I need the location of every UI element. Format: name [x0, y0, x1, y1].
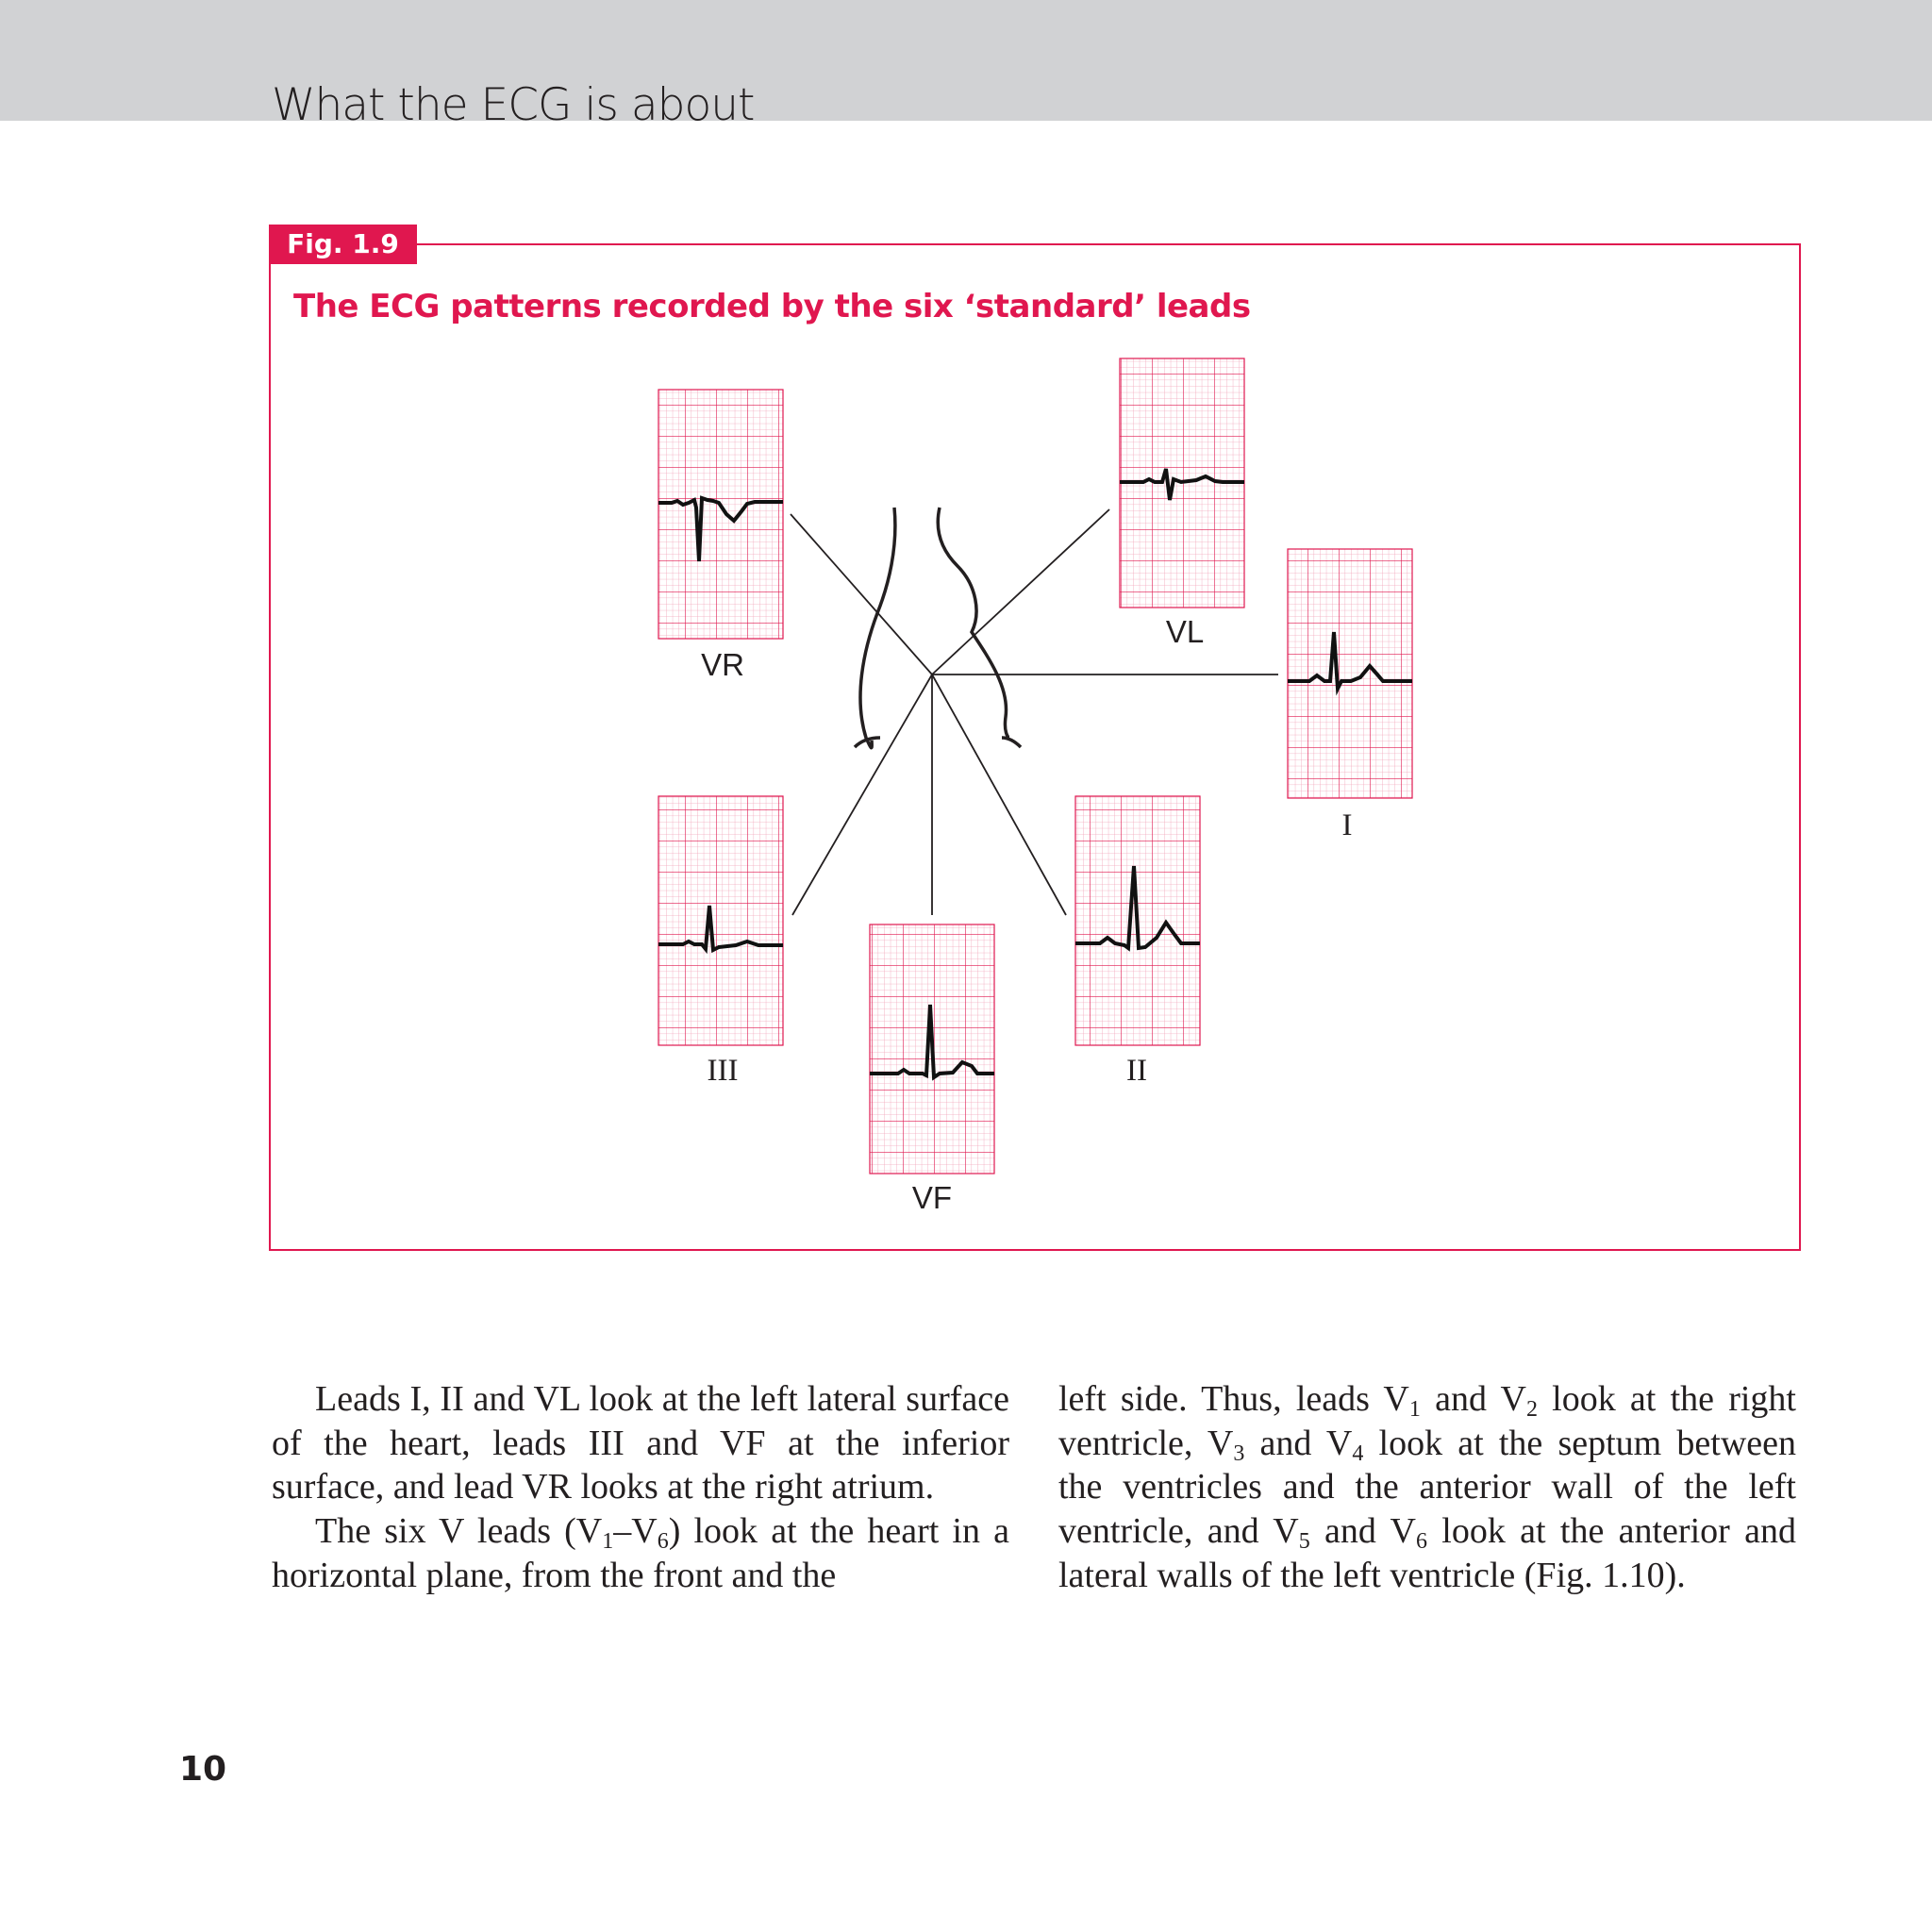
body-column-right: [1058, 1377, 1796, 1598]
lead-label-i: I: [1341, 808, 1353, 842]
subscript: 5: [1298, 1529, 1310, 1555]
lead-label-iii: III: [707, 1054, 739, 1088]
body-paragraph-1: Leads I, II and VL look at the left lateral surface of the heart, leads III and VF at the inferior surface, and lead VR looks at the right atrium.: [272, 1379, 1009, 1507]
subscript: 6: [1415, 1529, 1427, 1555]
heart-foot-right: [1002, 738, 1021, 747]
figure-tag: Fig. 1.9: [269, 225, 417, 264]
ecg-strip-ii: [1075, 796, 1200, 1045]
page-number: 10: [179, 1750, 227, 1789]
lead-label-vr: VR: [701, 647, 744, 682]
running-title: What the ECG is about: [272, 79, 755, 131]
ecg-strip-vf: [870, 924, 994, 1174]
lead-label-ii: II: [1126, 1054, 1147, 1088]
body-paragraph-3: left side. Thus, leads $V_1$ and $V_2$ look at the right ventricle, $V_3$ and $V_4$ look at the septum between the ventricles and the anterior wall of the left ventricle, and $V_5$ and $V_6$ look at the anterior and lateral walls of the left ventricle (Fig. 1.10).: [1058, 1379, 1796, 1595]
lead-label-vl: VL: [1165, 614, 1205, 649]
ecg-strip-vr: [658, 390, 783, 639]
subscript: 3: [1233, 1441, 1245, 1466]
subscript: 6: [657, 1529, 669, 1555]
body-column-left: [272, 1377, 1009, 1598]
body-paragraph-2: The six V leads $(V_1-V_6)$ look at the heart in a horizontal plane, from the front and the: [272, 1511, 1009, 1595]
subscript: 1: [602, 1529, 614, 1555]
subscript: 1: [1408, 1397, 1421, 1422]
lead-label-vf: VF: [911, 1180, 953, 1215]
ecg-strip-vl: [1120, 358, 1244, 608]
subscript: 2: [1525, 1397, 1538, 1422]
subscript: 4: [1352, 1441, 1364, 1466]
figure-title: The ECG patterns recorded by the six ‘standard’ leads: [293, 288, 1251, 325]
ecg-strip-i: [1288, 549, 1412, 798]
ecg-strip-iii: [658, 796, 783, 1045]
